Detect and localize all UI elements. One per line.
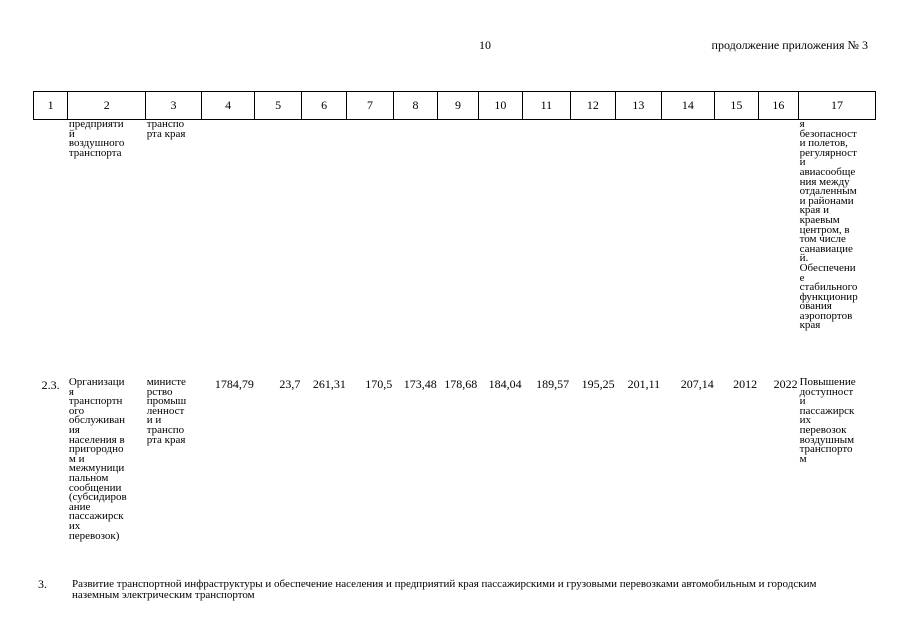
value-col9: 178,68 [444,377,478,391]
executor: министе рство промыш ленност и и транспо рта края [146,376,187,446]
column-header: 14 [661,92,715,120]
column-header: 17 [799,92,876,120]
value-col16: 2022 [773,377,798,391]
value-col12: 195,25 [581,377,615,391]
value-col8: 173,48 [403,377,437,391]
column-header: 5 [255,92,301,120]
value-col7: 170,5 [365,377,393,391]
column-header: 9 [438,92,478,120]
continued-expected-result: я безопасност и полетов, регулярност и авиасообще ния между отдаленным и районами края и краевым центром, в том числе санавиацие й. Обеспечени е стабильного функционир ования аэропортов края [799,118,858,332]
column-header: 15 [715,92,758,120]
continuation-label: продолжение приложения № 3 [711,38,868,52]
section-title: Развитие транспортной инфраструктуры и обеспечение населения и предприятий края пассажирскими и грузовыми перевозками автомобильным и городским наземным электрическим транспортом [72,578,817,601]
column-header: 13 [616,92,661,120]
value-col4: 1784,79 [214,377,254,391]
page-number: 10 [479,38,491,52]
column-header: 2 [68,92,146,120]
column-header: 6 [301,92,346,120]
column-header: 8 [393,92,437,120]
table-row-continued [34,120,876,379]
column-header: 12 [570,92,615,120]
column-header: 3 [146,92,202,120]
continued-event-name: предприяти й воздушного транспорта [68,118,125,159]
expected-result: Повышение доступност и пассажирск их перевозок воздушным транспорто м [799,376,856,465]
value-col11: 189,57 [536,377,570,391]
value-col10: 184,04 [488,377,522,391]
column-header: 11 [523,92,571,120]
column-header: 7 [347,92,393,120]
value-col5: 23,7 [279,377,301,391]
column-header: 4 [201,92,255,120]
value-col14: 207,14 [680,377,714,391]
section-number: 3. [38,577,47,591]
column-header: 16 [758,92,798,120]
event-name: Организаци я транспортн ого обслуживан ия населения в пригородно м и межмуници пальном сообщении (субсидиров ание пассажирск их перевозок) [68,376,127,542]
row-number: 2.3. [41,378,60,392]
value-col6: 261,31 [312,377,346,391]
column-number-row [34,92,876,120]
value-col13: 201,11 [627,377,661,391]
value-col15: 2012 [733,377,758,391]
column-header: 1 [34,92,68,120]
table-row-2-3 [34,378,876,541]
continued-executor: транспо рта края [146,118,186,140]
column-header: 10 [478,92,522,120]
program-table [33,91,876,541]
